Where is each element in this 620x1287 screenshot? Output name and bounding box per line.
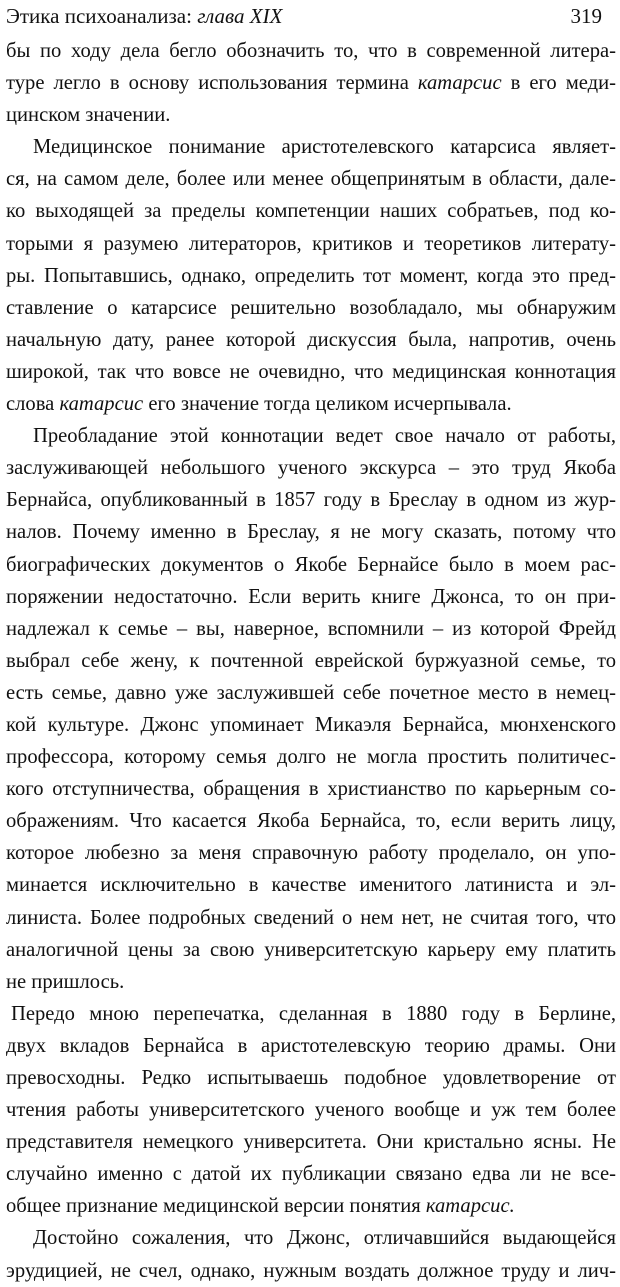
text-line: [6, 966, 616, 998]
running-title: [6, 2, 282, 30]
text-span: в его меди-: [501, 72, 616, 95]
text-line: [6, 324, 616, 356]
text-line: [6, 677, 616, 709]
text-line: [6, 934, 616, 966]
text-line: [6, 549, 616, 581]
text-line: [6, 452, 616, 484]
text-line: [6, 902, 616, 934]
text-line: [6, 645, 616, 677]
text-span: представителя немецкого университета. Они кристально ясны. Не: [6, 1131, 616, 1154]
text-span: выбрал себе жену, к почтенной еврейской буржуазной семье, то: [6, 649, 616, 672]
text-span: превосходны. Редко испытываешь подобное удовлетворение от: [6, 1067, 616, 1089]
running-title-prefix: Этика психоанализа:: [6, 4, 198, 28]
text-span: минается исключительно в качестве именитого латиниста и эл-: [6, 874, 616, 897]
text-line: [6, 1030, 616, 1062]
paragraph: [6, 1222, 616, 1286]
text-line: [6, 613, 616, 645]
text-line: [6, 67, 616, 99]
text-span: ся, на самом деле, более или менее общепринятым в области, дале-: [6, 168, 616, 191]
paragraph: [6, 35, 616, 131]
text-span: ображениям. Что касается Якоба Бернайса, то, если верить лицу,: [6, 810, 616, 833]
text-line: [6, 741, 616, 773]
text-span: линиста. Более подробных сведений о нем нет, не считая того, что: [6, 906, 616, 929]
text-span: торыми я разумею литераторов, критиков и теоретиков литерату-: [6, 232, 616, 255]
text-line: [6, 484, 616, 516]
text-span: слова: [6, 393, 60, 416]
text-line: [6, 1255, 616, 1287]
text-span: эрудицией, не счел, однако, нужным воздать должное труду и лич-: [6, 1259, 616, 1282]
text-span: Достойно сожаления, что Джонс, отличавшийся выдающейся: [33, 1227, 616, 1250]
text-line: [6, 1158, 616, 1190]
running-title-chapter: глава XIX: [197, 4, 283, 28]
page-header: [6, 2, 602, 32]
page-number: 319: [570, 4, 602, 28]
text-line: [6, 1190, 616, 1222]
text-span: налов. Почему именно в Бреслау, я не могу сказать, потому что: [6, 521, 616, 544]
text-span: общее признание медицинской версии понятия: [6, 1195, 426, 1218]
text-span: профессора, которому семья долго не могла простить политичес-: [6, 746, 616, 769]
text-span: Преобладание этой коннотации ведет свое начало от работы,: [33, 425, 616, 448]
text-span: ры. Попытавшись, однако, определить тот момент, когда это пред-: [6, 264, 616, 287]
text-line: [6, 163, 616, 195]
text-line: [6, 709, 616, 741]
text-line: [6, 1126, 616, 1158]
paragraph: [6, 131, 616, 420]
text-span: случайно именно с датой их публикации связано едва ли не все-: [6, 1163, 616, 1186]
text-line: [6, 837, 616, 869]
text-line: [6, 260, 616, 292]
italic-term: катарсис: [417, 72, 502, 95]
text-line: [6, 1062, 616, 1094]
text-span: начальную дату, ранее которой дискуссия была, напротив, очень: [6, 328, 616, 351]
text-span: не пришлось.: [6, 970, 125, 993]
text-span: надлежал к семье – вы, наверное, вспомнили – из которой Фрейд: [6, 617, 616, 640]
text-line: [6, 356, 616, 388]
text-span: туре легло в основу использования термина: [6, 72, 418, 95]
text-line: [6, 1094, 616, 1126]
text-span: двух вкладов Бернайса в аристотелевскую теорию драмы. Они: [6, 1034, 616, 1057]
text-span: которое любезно за меня справочную работу проделало, он упо-: [6, 842, 616, 865]
text-span: ко выходящей за пределы компетенции наших собратьев, под ко-: [6, 200, 616, 223]
text-line: [6, 292, 616, 324]
text-line: [6, 388, 616, 420]
text-line: [6, 228, 616, 260]
text-line: [6, 805, 616, 837]
text-span: ставление о катарсисе решительно возобладало, мы обнаружим: [6, 296, 616, 319]
text-span: Медицинское понимание аристотелевского катарсиса являет-: [33, 136, 616, 159]
text-span: поряжении недостаточно. Если верить книге Джонса, то он при-: [6, 585, 616, 608]
text-line: [6, 869, 616, 901]
italic-term: катарсис.: [425, 1195, 515, 1218]
text-span: бы по ходу дела бегло обозначить то, что в современной литера-: [6, 40, 616, 62]
text-line: [6, 420, 616, 452]
text-line: [6, 131, 616, 163]
text-line: [6, 581, 616, 613]
text-span: кого отступничества, обращения в христианство по карьерным со-: [6, 778, 616, 801]
text-line: [6, 773, 616, 805]
text-span: заслуживающей небольшого ученого экскурса – это труд Якоба: [6, 457, 616, 480]
text-span: кой культуре. Джонс упоминает Микаэля Бернайса, мюнхенского: [6, 713, 616, 736]
text-span: биографических документов о Якобе Бернайсе было в моем рас-: [6, 553, 616, 576]
text-line: [6, 195, 616, 227]
text-span: его значение тогда целиком исчерпывала.: [143, 393, 512, 416]
text-span: чтения работы университетского ученого вообще и уж тем более: [6, 1099, 616, 1122]
text-span: есть семье, давно уже заслужившей себе почетное место в немец-: [6, 681, 616, 704]
italic-term: катарсис: [59, 393, 144, 416]
text-span: аналогичной цены за свою университетскую карьеру ему платить: [6, 938, 616, 961]
body-text: [6, 35, 616, 1287]
text-line: [6, 998, 616, 1030]
paragraph: [6, 998, 616, 1223]
text-line: [6, 516, 616, 548]
paragraph: [6, 420, 616, 998]
text-span: Бернайса, опубликованный в 1857 году в Бреслау в одном из жур-: [6, 489, 616, 512]
text-span: широкой, так что вовсе не очевидно, что медицинская коннотация: [6, 360, 616, 383]
text-line: [6, 35, 616, 67]
text-line: [6, 1222, 616, 1254]
text-line: [6, 99, 616, 131]
text-span: Передо мною перепечатка, сделанная в 1880 году в Берлине,: [11, 1002, 616, 1025]
text-span: цинском значении.: [6, 104, 171, 127]
